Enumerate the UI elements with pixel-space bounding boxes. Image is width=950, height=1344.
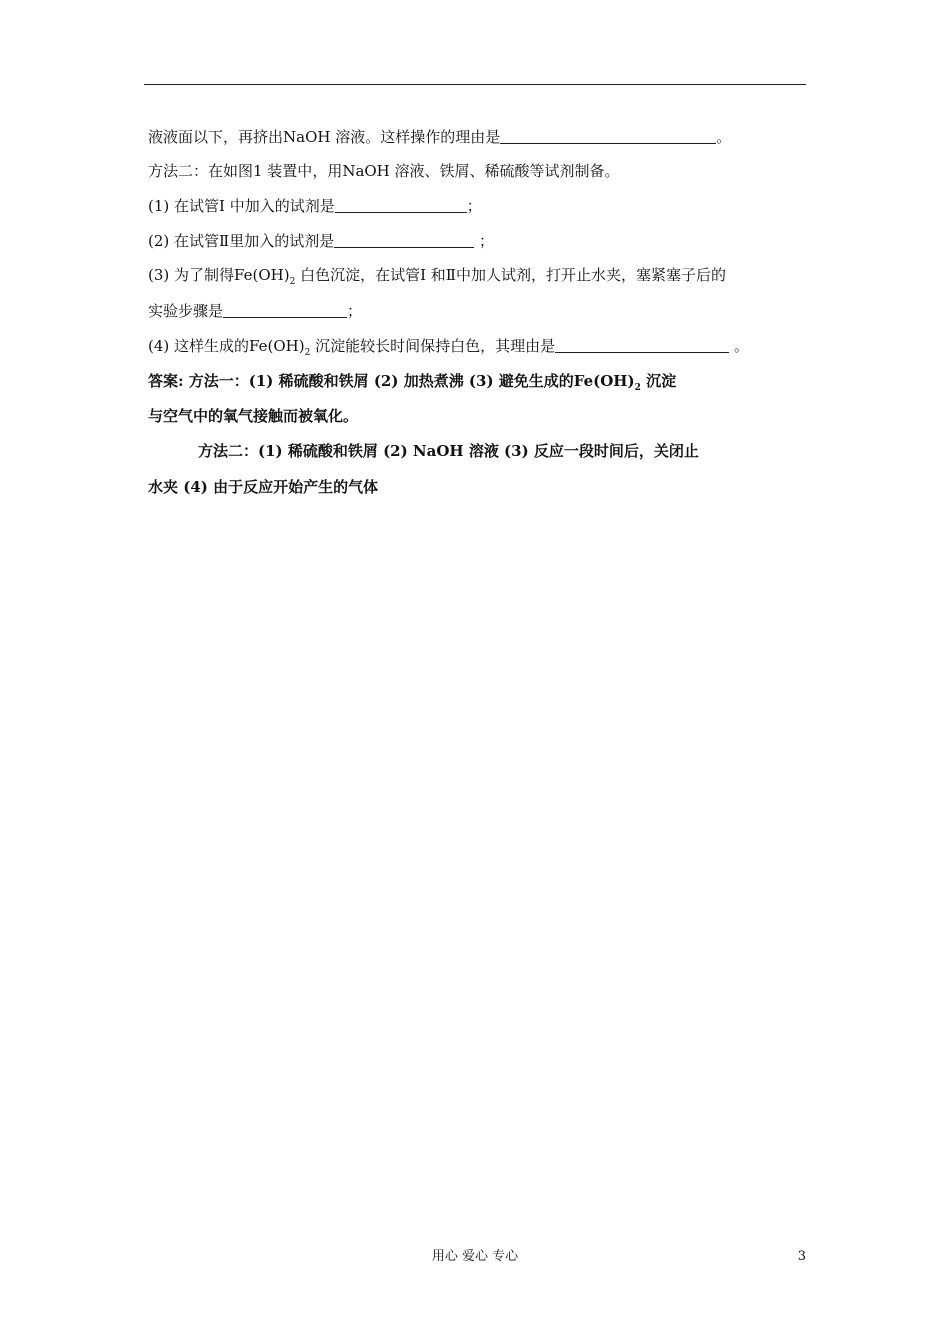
answer-blank	[223, 303, 347, 318]
page-number: 3	[797, 1249, 806, 1264]
text-segment: 白色沉淀，在试管I 和Ⅱ中加人试剂，打开止水夹，塞紧塞子后的	[295, 266, 726, 284]
answer-line-4	[148, 477, 808, 497]
subscript: 2	[289, 277, 296, 287]
answer-blank	[335, 198, 467, 213]
text-segment: (1) 在试管I 中加入的试剂是	[148, 197, 335, 215]
question-3-cont	[148, 301, 808, 321]
text-segment: 液液面以下，再挤出NaOH 溶液。这样操作的理由是	[148, 128, 501, 146]
question-3	[148, 265, 808, 292]
text-segment: 。	[729, 337, 749, 355]
text-segment: 沉淀能较长时间保持白色，其理由是	[310, 337, 556, 355]
answer-line-3	[198, 441, 858, 461]
text-segment: ；	[347, 302, 363, 320]
text-segment: 。	[716, 128, 732, 146]
answer-blank	[500, 129, 716, 144]
answer-line-1	[148, 371, 808, 398]
text-line-1	[148, 127, 808, 147]
answer-blank	[334, 233, 474, 248]
text-segment: 实验步骤是	[148, 302, 224, 320]
text-segment: 与空气中的氧气接触而被氧化。	[148, 407, 359, 425]
question-4	[148, 336, 808, 363]
text-line-2	[148, 161, 808, 181]
text-segment: ；	[474, 232, 494, 250]
subscript: 2	[634, 383, 641, 393]
text-segment: (2) 在试管Ⅱ里加入的试剂是	[148, 232, 335, 250]
answer-blank	[555, 338, 729, 353]
header-rule	[144, 84, 806, 85]
text-segment: 水夹 (4) 由于反应开始产生的气体	[148, 478, 379, 496]
text-segment: 答案: 方法一：(1) 稀硫酸和铁屑 (2) 加热煮沸 (3) 避免生成的Fe(OH)	[148, 372, 635, 390]
text-segment: ；	[466, 197, 482, 215]
text-segment: 方法二：在如图1 装置中，用NaOH 溶液、铁屑、稀硫酸等试剂制备。	[148, 162, 620, 180]
footer-motto: 用心 爱心 专心	[431, 1249, 519, 1264]
text-segment: 沉淀	[640, 372, 677, 390]
answer-line-2	[148, 406, 808, 426]
text-segment: (4) 这样生成的Fe(OH)	[148, 337, 305, 355]
question-1	[148, 196, 808, 216]
subscript: 2	[304, 348, 311, 358]
text-segment: 方法二：(1) 稀硫酸和铁屑 (2) NaOH 溶液 (3) 反应一段时间后，关闭止	[198, 442, 699, 460]
text-segment: (3) 为了制得Fe(OH)	[148, 266, 290, 284]
question-2	[148, 231, 808, 251]
